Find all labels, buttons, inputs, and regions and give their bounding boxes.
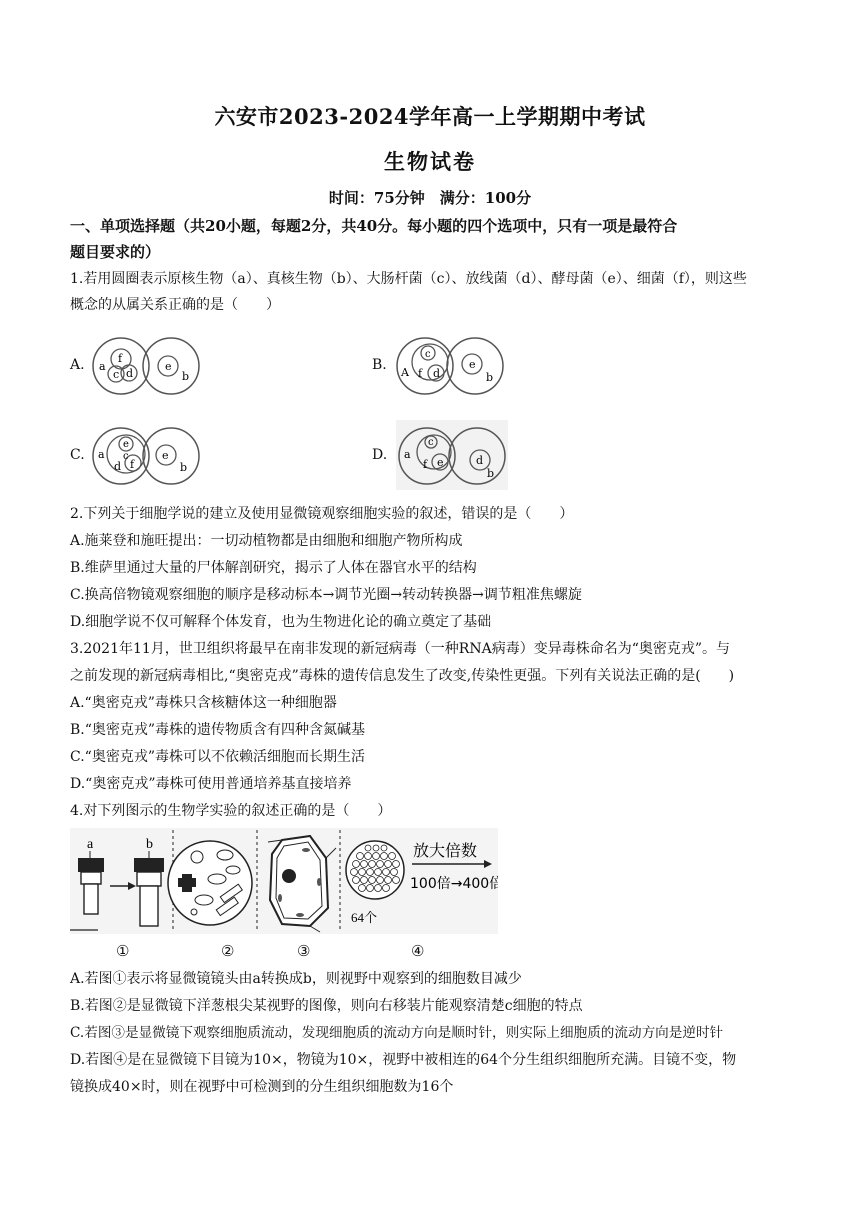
q4-option-a: A.若图①表示将显微镜镜头由a转换成b，则视野中观察到的细胞数目减少 [70, 971, 522, 987]
exam-title: 六安市2023-2024学年高一上学期期中考试 [214, 104, 646, 129]
q3-stem: 3.2021年11月，世卫组织将最早在南非发现的新冠病毒（一种RNA病毒）变异毒株命名为“奥密克戎”。与 [70, 641, 731, 657]
venn-label: d [433, 367, 441, 380]
venn-label: f [130, 458, 135, 471]
q4-option-d-cont: 镜换成40×时，则在视野中可检测到的分生组织细胞数为16个 [70, 1079, 454, 1095]
venn-label: e [437, 456, 444, 469]
q2-stem: 2.下列关于细胞学说的建立及使用显微镜观察细胞实验的叙述，错误的是（ ） [70, 506, 574, 522]
section-heading-cont: 题目要求的） [70, 243, 161, 261]
venn-label: A [401, 366, 409, 379]
venn-label: d [476, 454, 484, 467]
venn-label: a [99, 360, 106, 373]
q4-option-b: B.若图②是显微镜下洋葱根尖某视野的图像，则向右移装片能观察清楚c细胞的特点 [70, 998, 583, 1014]
q3-stem-cont: 之前发现的新冠病毒相比,“奥密克戎”毒株的遗传信息发生了改变,传染性更强。下列有关说法正确的是( ) [70, 668, 735, 684]
venn-label: a [404, 448, 411, 461]
magnification-title: 放大倍数 [413, 841, 478, 860]
section-heading: 一、单项选择题（共20小题，每题2分，共40分。每小题的四个选项中，只有一项是最符合 [70, 217, 678, 235]
venn-label: b [180, 461, 188, 474]
q2-option-d: D.细胞学说不仅可解释个体发育，也为生物进化论的确立奠定了基础 [70, 614, 492, 630]
venn-label: f [423, 458, 428, 471]
venn-label: c [123, 451, 129, 462]
venn-label: b [182, 370, 190, 383]
q3-option-d: D.“奥密克戎”毒株可使用普通培养基直接培养 [70, 776, 352, 792]
root-tip-field-diagram [168, 841, 252, 925]
venn-label: c [113, 368, 120, 381]
figure-label-4: ④ [411, 942, 425, 960]
magnification-change: 100倍→400倍 [410, 876, 498, 892]
q4-option-c: C.若图③是显微镜下观察细胞质流动，发现细胞质的流动方向是顺时针，则实际上细胞质的流动方向是逆时针 [70, 1025, 724, 1041]
exam-subject: 生物试卷 [384, 149, 476, 174]
venn-label: a [98, 448, 105, 461]
q3-option-a: A.“奥密克戎”毒株只含核糖体这一种细胞器 [70, 695, 337, 711]
q2-option-c: C.换高倍物镜观察细胞的顺序是移动标本→调节光圈→转动转换器→调节粗准焦螺旋 [70, 587, 582, 603]
figure-label-2: ② [221, 942, 235, 960]
venn-label: e [165, 360, 172, 373]
q3-option-c: C.“奥密克戎”毒株可以不依赖活细胞而长期生活 [70, 749, 365, 765]
venn-label: e [123, 439, 129, 450]
q1-option-a-label: A. [70, 357, 85, 373]
q4-option-d: D.若图④是在显微镜下目镜为10×，物镜为10×，视野中被相连的64个分生组织细胞所充满。目镜不变，物 [70, 1052, 737, 1068]
exam-meta: 时间：75分钟 满分：100分 [328, 189, 532, 207]
q1-option-d-label: D. [372, 447, 388, 463]
venn-label: b [486, 371, 494, 384]
lens-b-label: b [146, 837, 153, 852]
q4-figure [70, 828, 498, 934]
q1-option-b-label: B. [372, 357, 387, 373]
venn-label: f [418, 367, 423, 380]
q3-option-b: B.“奥密克戎”毒株的遗传物质含有四种含氮碱基 [70, 722, 366, 738]
venn-label: e [162, 449, 169, 462]
q1-option-d-diagram [396, 420, 508, 490]
q2-option-a: A.施莱登和施旺提出：一切动植物都是由细胞和细胞产物所构成 [70, 533, 463, 549]
venn-label: e [469, 358, 476, 371]
q2-option-b: B.维萨里通过大量的尸体解剖研究，揭示了人体在器官水平的结构 [70, 560, 477, 576]
q1-option-a-diagram [90, 330, 202, 400]
venn-label: b [487, 467, 495, 480]
venn-label: c [428, 437, 434, 448]
q1-option-c-label: C. [70, 447, 85, 463]
q1-option-c-diagram [90, 420, 202, 490]
venn-label: c [425, 349, 431, 360]
cell-count-label: 64个 [351, 910, 378, 925]
figure-label-3: ③ [297, 942, 311, 960]
q1-stem: 1.若用圆圈表示原核生物（a）、真核生物（b）、大肠杆菌（c）、放线菌（d）、酵母菌（e）、细菌（f），则这些 [70, 271, 747, 287]
venn-label: f [118, 352, 123, 365]
lens-a-label: a [87, 837, 94, 852]
q1-stem-cont: 概念的从属关系正确的是（ ） [70, 297, 280, 313]
figure-label-1: ① [116, 942, 130, 960]
q1-option-b-diagram [394, 330, 506, 400]
venn-label: d [114, 460, 122, 473]
venn-label: d [126, 367, 134, 380]
q4-stem: 4.对下列图示的生物学实验的叙述正确的是（ ） [70, 803, 392, 819]
